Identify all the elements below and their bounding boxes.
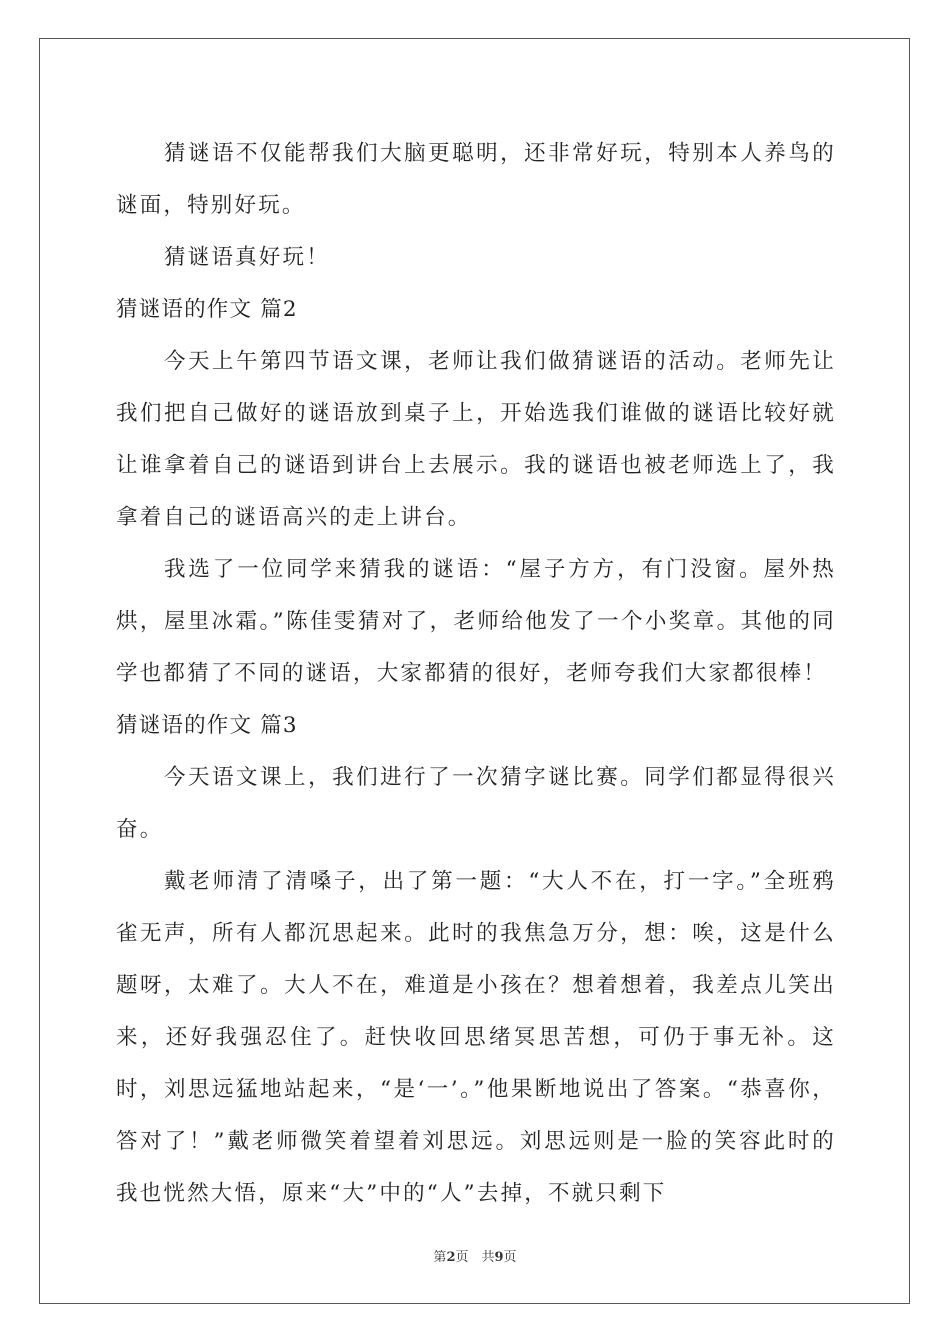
paragraph: 我选了一位同学来猜我的谜语：“屋子方方，有门没窗。屋外热烘，屋里冰霜。”陈佳雯猜对了，老师给他发了一个小奖章。其他的同学也都猜了不同的谜语，大家都猜的很好，老师夸我们大家都很棒！ xyxy=(116,557,836,686)
page-footer xyxy=(0,1246,950,1265)
page-separator: 页 共 xyxy=(455,1250,495,1265)
paragraph: 今天上午第四节语文课，老师让我们做猜谜语的活动。老师先让我们把自己做好的谜语放到桌子上，开始选我们谁做的谜语比较好就让谁拿着自己的谜语到讲台上去展示。我的谜语也被老师选上了，我拿着自己的谜语高兴的走上讲台。 xyxy=(116,349,836,530)
paragraph: 戴老师清了清嗓子，出了第一题：“大人不在，打一字。”全班鸦雀无声，所有人都沉思起来。此时的我焦急万分，想：唉，这是什么题呀，太难了。大人不在，难道是小孩在？想着想着，我差点儿笑出来，还好我强忍住了。赶快收回思绪冥思苦想，可仍于事无补。这时，刘思远猛地站起来，“是‘一’。”他果断地说出了答案。“恭喜你，答对了！”戴老师微笑着望着刘思远。刘思远则是一脸的笑容此时的我也恍然大悟，原来“大”中的“人”去掉，不就只剩下 xyxy=(116,869,836,1206)
section-heading: 猜谜语的作文 篇3 xyxy=(116,713,298,738)
section-heading: 猜谜语的作文 篇2 xyxy=(116,297,298,322)
page-suffix: 页 xyxy=(503,1250,517,1265)
total-page-number: 9 xyxy=(494,1250,504,1265)
document-body xyxy=(116,128,836,1220)
paragraph: 今天语文课上，我们进行了一次猜字谜比赛。同学们都显得很兴奋。 xyxy=(116,765,836,842)
current-page-number: 2 xyxy=(446,1250,456,1265)
page-prefix: 第 xyxy=(433,1250,447,1265)
paragraph: 猜谜语真好玩！ xyxy=(164,245,330,270)
paragraph: 猜谜语不仅能帮我们大脑更聪明，还非常好玩，特别本人养鸟的谜面，特别好玩。 xyxy=(116,141,836,218)
